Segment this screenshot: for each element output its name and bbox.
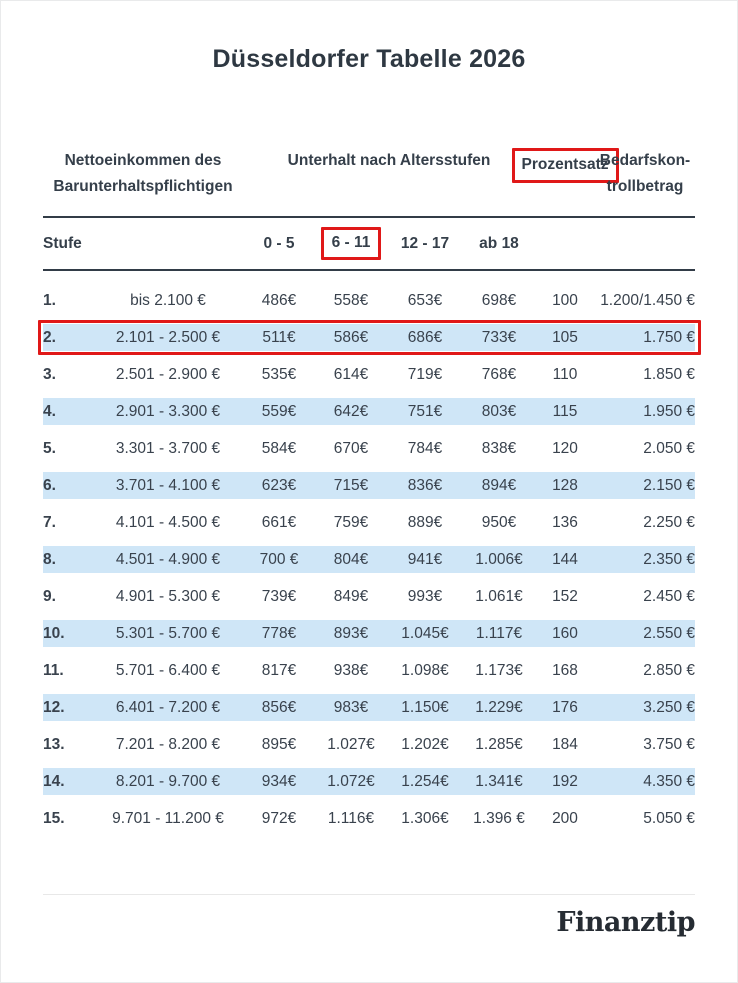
cell-income-range: 2.901 - 3.300 € (115, 402, 221, 420)
header-control-line1: Bedarfskon- (599, 152, 691, 169)
cell-age-6-11: 759€ (333, 513, 369, 531)
cell-age-0-5: 739€ (261, 587, 297, 605)
cell-age-ab-18: 698€ (481, 291, 517, 309)
cell-income-range: 4.901 - 5.300 € (115, 587, 221, 605)
cell-stufe: 1. (43, 291, 56, 309)
cell-age-0-5: 778€ (261, 624, 297, 642)
cell-control-amount: 1.850 € (643, 365, 695, 383)
cell-stufe: 4. (43, 402, 56, 420)
cell-control-amount: 3.750 € (643, 735, 695, 753)
cell-age-ab-18: 894€ (481, 476, 517, 494)
cell-stufe: 11. (43, 661, 64, 679)
table-row (43, 504, 695, 541)
cell-percent: 152 (552, 587, 578, 605)
cell-percent: 200 (552, 809, 578, 827)
cell-age-ab-18: 1.285€ (475, 735, 523, 753)
cell-age-12-17: 1.254€ (401, 772, 449, 790)
table-row (43, 689, 695, 726)
cell-percent: 105 (552, 328, 578, 346)
cell-age-0-5: 535€ (261, 365, 297, 383)
cell-stufe: 8. (43, 550, 56, 568)
cell-income-range: bis 2.100 € (130, 291, 206, 309)
cell-income-range: 3.301 - 3.700 € (115, 439, 221, 457)
header-control-amount (595, 148, 695, 200)
column-headers (43, 148, 695, 200)
highlight-box-age-6-11 (321, 227, 382, 260)
cell-age-6-11: 938€ (333, 661, 369, 679)
subheader-age-6-11 (315, 227, 387, 260)
cell-stufe: 9. (43, 587, 56, 605)
cell-stufe: 12. (43, 698, 65, 716)
cell-income-range: 5.301 - 5.700 € (115, 624, 221, 642)
cell-age-6-11: 1.116€ (327, 809, 375, 827)
cell-age-6-11: 558€ (333, 291, 369, 309)
cell-age-0-5: 817€ (261, 661, 297, 679)
header-income-line2: Barunterhaltspflichtigen (53, 178, 233, 195)
cell-age-12-17: 653€ (407, 291, 443, 309)
cell-age-6-11: 804€ (333, 550, 369, 568)
cell-age-ab-18: 803€ (481, 402, 517, 420)
cell-percent: 110 (552, 365, 578, 383)
subheader-stufe: Stufe (43, 234, 82, 252)
cell-percent: 120 (552, 439, 578, 457)
cell-income-range: 7.201 - 8.200 € (115, 735, 221, 753)
cell-income-range: 6.401 - 7.200 € (115, 698, 221, 716)
cell-age-ab-18: 733€ (481, 328, 517, 346)
cell-percent: 184 (552, 735, 578, 753)
cell-control-amount: 2.150 € (643, 476, 695, 494)
cell-age-6-11: 893€ (333, 624, 369, 642)
cell-age-6-11: 983€ (333, 698, 369, 716)
cell-stufe: 14. (43, 772, 65, 790)
cell-percent: 168 (552, 661, 578, 679)
cell-age-ab-18: 1.173€ (475, 661, 523, 679)
table-row (43, 430, 695, 467)
cell-stufe: 2. (43, 328, 56, 346)
cell-control-amount: 2.850 € (643, 661, 695, 679)
cell-income-range: 4.501 - 4.900 € (115, 550, 221, 568)
table-row (43, 726, 695, 763)
cell-income-range: 2.101 - 2.500 € (115, 328, 221, 346)
cell-age-6-11: 715€ (333, 476, 369, 494)
header-percent (521, 148, 609, 183)
cell-percent: 160 (552, 624, 578, 642)
cell-percent: 192 (552, 772, 578, 790)
cell-control-amount: 1.950 € (643, 402, 695, 420)
table-row (43, 800, 695, 837)
cell-age-0-5: 559€ (261, 402, 297, 420)
brand-logo: Finanztip (556, 907, 695, 938)
subheader-age-ab-18: ab 18 (479, 234, 519, 252)
cell-control-amount: 5.050 € (643, 809, 695, 827)
header-income (43, 148, 243, 200)
cell-income-range: 9.701 - 11.200 € (112, 809, 224, 827)
cell-age-6-11: 614€ (333, 365, 369, 383)
cell-age-0-5: 661€ (261, 513, 297, 531)
cell-age-ab-18: 1.341€ (475, 772, 523, 790)
table (1, 148, 737, 895)
cell-age-ab-18: 1.006€ (475, 550, 523, 568)
table-row (43, 541, 695, 578)
cell-age-ab-18: 838€ (481, 439, 517, 457)
cell-stufe: 3. (43, 365, 56, 383)
cell-age-12-17: 1.150€ (401, 698, 449, 716)
cell-control-amount: 2.250 € (643, 513, 695, 531)
cell-age-0-5: 486€ (261, 291, 297, 309)
cell-stufe: 5. (43, 439, 56, 457)
cell-percent: 176 (552, 698, 578, 716)
divider-subheader (43, 269, 695, 271)
cell-age-6-11: 1.027€ (327, 735, 375, 753)
cell-percent: 136 (552, 513, 578, 531)
subheader-row (43, 218, 695, 269)
cell-income-range: 4.101 - 4.500 € (115, 513, 221, 531)
cell-income-range: 5.701 - 6.400 € (115, 661, 221, 679)
cell-age-ab-18: 1.117€ (475, 624, 523, 642)
cell-age-12-17: 784€ (407, 439, 443, 457)
cell-age-0-5: 934€ (261, 772, 297, 790)
cell-age-12-17: 686€ (407, 328, 443, 346)
table-row (43, 393, 695, 430)
cell-stufe: 10. (43, 624, 65, 642)
cell-control-amount: 2.350 € (643, 550, 695, 568)
cell-control-amount: 1.750 € (643, 328, 695, 346)
cell-age-12-17: 1.202€ (401, 735, 449, 753)
cell-age-12-17: 836€ (407, 476, 443, 494)
subheader-age-6-11-label: 6 - 11 (331, 234, 371, 251)
table-row (43, 652, 695, 689)
page-title: Düsseldorfer Tabelle 2026 (212, 45, 526, 73)
header-age-groups: Unterhalt nach Altersstufen (287, 152, 491, 169)
cell-stufe: 7. (43, 513, 56, 531)
cell-percent: 100 (552, 291, 578, 309)
table-row (43, 319, 695, 356)
cell-age-12-17: 941€ (407, 550, 443, 568)
table-row (43, 467, 695, 504)
cell-age-ab-18: 1.229€ (475, 698, 523, 716)
table-row (43, 578, 695, 615)
table-body (43, 282, 695, 837)
cell-age-0-5: 700 € (259, 550, 299, 568)
cell-age-6-11: 670€ (333, 439, 369, 457)
cell-age-6-11: 1.072€ (327, 772, 375, 790)
divider-footer (43, 894, 695, 895)
cell-age-ab-18: 950€ (481, 513, 517, 531)
cell-age-12-17: 1.045€ (401, 624, 449, 642)
cell-age-0-5: 856€ (261, 698, 297, 716)
subheader-age-0-5: 0 - 5 (263, 234, 295, 252)
cell-age-0-5: 511€ (262, 328, 296, 346)
cell-control-amount: 2.550 € (643, 624, 695, 642)
cell-age-0-5: 895€ (261, 735, 297, 753)
table-row (43, 356, 695, 393)
cell-stufe: 13. (43, 735, 65, 753)
table-row (43, 282, 695, 319)
cell-age-0-5: 584€ (261, 439, 297, 457)
cell-percent: 128 (552, 476, 578, 494)
cell-percent: 144 (552, 550, 578, 568)
cell-income-range: 3.701 - 4.100 € (115, 476, 221, 494)
cell-age-ab-18: 1.396 € (473, 809, 525, 827)
header-percent-label: Prozentsatz (521, 156, 609, 173)
cell-control-amount: 3.250 € (643, 698, 695, 716)
cell-control-amount: 1.200/1.450 € (600, 291, 695, 309)
cell-stufe: 6. (43, 476, 56, 494)
cell-age-ab-18: 1.061€ (475, 587, 523, 605)
cell-percent: 115 (552, 402, 578, 420)
cell-age-12-17: 889€ (407, 513, 443, 531)
table-row (43, 615, 695, 652)
cell-age-0-5: 972€ (261, 809, 297, 827)
cell-control-amount: 4.350 € (643, 772, 695, 790)
cell-income-range: 2.501 - 2.900 € (115, 365, 221, 383)
cell-stufe: 15. (43, 809, 65, 827)
table-row (43, 763, 695, 800)
cell-age-0-5: 623€ (261, 476, 297, 494)
cell-age-12-17: 751€ (407, 402, 443, 420)
cell-age-12-17: 719€ (407, 365, 443, 383)
cell-age-ab-18: 768€ (481, 365, 517, 383)
cell-age-12-17: 1.098€ (401, 661, 449, 679)
cell-age-6-11: 586€ (333, 328, 369, 346)
cell-age-12-17: 1.306€ (401, 809, 449, 827)
cell-age-6-11: 849€ (333, 587, 369, 605)
subheader-age-12-17: 12 - 17 (400, 234, 450, 252)
cell-income-range: 8.201 - 9.700 € (115, 772, 221, 790)
cell-control-amount: 2.050 € (643, 439, 695, 457)
cell-control-amount: 2.450 € (643, 587, 695, 605)
cell-age-6-11: 642€ (333, 402, 369, 420)
header-control-line2: trollbetrag (606, 178, 684, 195)
cell-age-12-17: 993€ (407, 587, 443, 605)
header-income-line1: Nettoeinkommen des (64, 152, 222, 169)
